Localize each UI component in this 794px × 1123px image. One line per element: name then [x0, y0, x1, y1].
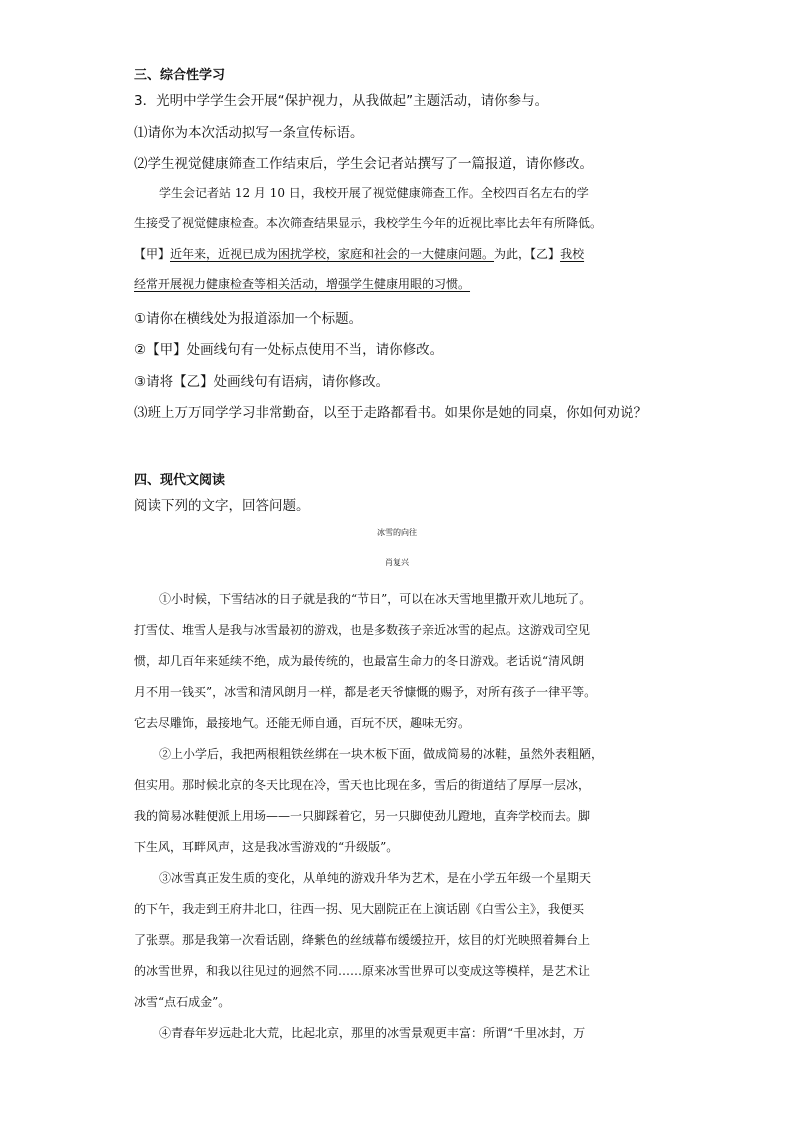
- paragraph-line: 但实用。那时候北京的冬天比现在冷，雪天也比现在多，雪后的街道结了厚厚一层冰，: [134, 778, 591, 792]
- paragraph-line: 冰雪“点石成金”。: [134, 995, 231, 1009]
- section-3-heading: 三、综合性学习: [134, 68, 226, 83]
- yi-underlined-sentence-end: 经常开展视力健康检查等相关活动，增强学生健康用眼的习惯。: [134, 277, 471, 291]
- sub-question-3: ③请将【乙】处画线句有语病，请你修改。: [134, 374, 390, 390]
- jia-marker: 【甲】: [134, 247, 171, 261]
- question-3-part-1: ⑴请你为本次活动拟写一条宣传标语。: [134, 125, 364, 141]
- paragraph-line: ④青春年岁远赴北大荒，比起北京，那里的冰雪景观更丰富：所谓“千里冰封，万: [159, 1026, 586, 1040]
- report-line-2: 生接受了视觉健康检查。本次筛查结果显示，我校学生今年的近视比率比去年有所降低。: [134, 216, 603, 230]
- paragraph-line: ①小时候，下雪结冰的日子就是我的“节日”，可以在冰天雪地里撒开欢儿地玩了。: [159, 592, 592, 606]
- report-line-1: 学生会记者站 12 月 10 日，我校开展了视觉健康筛查工作。全校四百名左右的学: [159, 186, 589, 200]
- paragraph-line: ②上小学后，我把两根粗铁丝绑在一块木板下面，做成简易的冰鞋，虽然外表粗陋，: [159, 747, 604, 761]
- paragraph-line: 我的简易冰鞋便派上用场——一只脚踩着它，另一只脚使劲儿蹬地，直奔学校而去。脚: [134, 809, 591, 823]
- paragraph-line: 了张票。那是我第一次看话剧，绛紫色的丝绒幕布缓缓拉开，炫目的灯光映照着舞台上: [134, 933, 591, 947]
- paragraph-line: 打雪仗、堆雪人是我与冰雪最初的游戏，也是多数孩子亲近冰雪的起点。这游戏司空见: [134, 623, 591, 637]
- sub-question-2: ②【甲】处画线句有一处标点使用不当，请你修改。: [134, 342, 444, 358]
- section-4-heading: 四、现代文阅读: [134, 473, 226, 488]
- yi-marker: 【乙】: [530, 247, 561, 261]
- paragraph-line: 它去尽雕饰，最接地气。还能无师自通，百玩不厌，趣味无穷。: [134, 716, 471, 730]
- question-3-part-3: ⑶班上万万同学学习非常勤奋，以至于走路都看书。如果你是她的同桌，你如何劝说？: [134, 405, 647, 421]
- article-author: 肖复兴: [385, 558, 409, 567]
- sub-question-1: ①请你在横线处为报道添加一个标题。: [134, 311, 363, 327]
- paragraph-line: 的下午，我走到王府井北口，往西一拐、见大剧院正在上演话剧《白雪公主》，我便买: [134, 902, 585, 916]
- report-connector: 为此，: [494, 247, 531, 261]
- paragraph-line: 的冰雪世界，和我以往见过的迥然不同……原来冰雪世界可以变成这等模样，是艺术让: [134, 964, 591, 978]
- paragraph-line: 月不用一钱买”，冰雪和清风朗月一样，都是老天爷慷慨的赐予，对所有孩子一律平等。: [134, 685, 597, 699]
- yi-underlined-sentence-start: 我校: [560, 247, 585, 261]
- paragraph-line: ③冰雪真正发生质的变化，从单纯的游戏升华为艺术，是在小学五年级一个星期天: [159, 871, 592, 885]
- paragraph-line: 惯，却几百年来延续不绝，成为最传统的，也最富生命力的冬日游戏。老话说“清风朗: [134, 654, 585, 668]
- question-3-part-2: ⑵学生视觉健康筛查工作结束后，学生会记者站撰写了一篇报道，请你修改。: [134, 156, 593, 172]
- reading-instruction: 阅读下列的文字，回答问题。: [134, 498, 310, 514]
- report-line-3: [134, 245, 584, 262]
- question-3: 3．光明中学学生会开展“保护视力，从我做起”主题活动，请你参与。: [134, 93, 549, 109]
- article-title: 冰雪的向往: [377, 528, 417, 537]
- jia-underlined-sentence: 近年来，近视已成为困扰学校，家庭和社会的一大健康问题。: [170, 247, 495, 261]
- paragraph-line: 下生风，耳畔风声，这是我冰雪游戏的“升级版”。: [134, 840, 399, 854]
